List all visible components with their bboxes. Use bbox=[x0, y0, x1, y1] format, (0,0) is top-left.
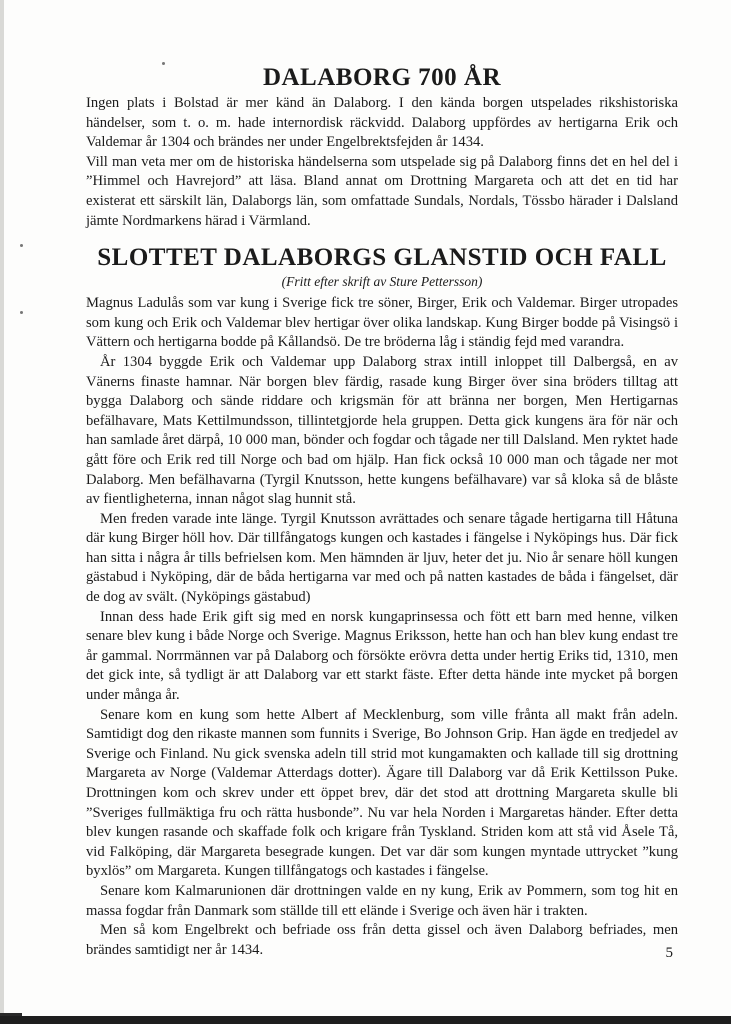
scan-bottom-edge bbox=[0, 1016, 731, 1024]
body-paragraph: År 1304 byggde Erik och Valdemar upp Dalaborg strax intill inloppet till Dalbergså, en av Vänerns finaste hamnar. När borgen blev färdig, rasade kung Birger över sina bröders tilltag att bygga Dalaborg och sände riddare och krigsmän för att bränna ner borgen, Men Hertigarnas befälhavare, Mats Kettilmundsson, tillintetgjorde hela gruppen. Detta gick kungens ära för när och han samlade året därpå, 10 000 man, bönder och fogdar och tågade ner till Dalsland. Men ryktet hade gått före och Erik red till Norge och bad om hjälp. Han fick också 10 000 man och tågade ner mot Dalaborg. Men befälhavarna (Tyrgil Knutsson, hette kungens befälhavare) var så kloka så de blåste av fientligheterna, innan något slag hunnit stå. bbox=[86, 353, 678, 508]
scan-left-edge bbox=[0, 0, 4, 1024]
section-subtitle: (Fritt efter skrift av Sture Pettersson) bbox=[281, 274, 483, 290]
scan-speck bbox=[20, 311, 23, 314]
title: DALABORG 700 ÅR bbox=[262, 64, 502, 91]
page-content bbox=[86, 62, 678, 960]
body-paragraph: Innan dess hade Erik gift sig med en norsk kungaprinsessa och fött ett barn med henne, vilken senare blev kung i både Norge och Sverige. Magnus Eriksson, hette han och han blev kung endast tre år gammal. Norrmännen var på Dalaborg och försökte erövra detta under hertig Eriks tid, 1310, men det gick inte, så tydligt är att Dalaborg var ett starkt fäste. Efter detta hände inte mycket på borgen under många år. bbox=[86, 608, 678, 704]
body-paragraph: Senare kom en kung som hette Albert af Mecklenburg, som ville frånta all makt från adeln. Samtidigt dog den rikaste mannen som funnits i Sverige, Bo Johnson Grip. Han ägde en tredjedel av Sverige och Finland. Nu gick svenska adeln till strid mot kungamakten och kallade till sig drottning Margareta av Norge (Valdemar Atterdags dotter). Ägare till Dalaborg var då Erik Kettilsson Puke. Drottningen kom och skrev under ett öppet brev, där det stod att drottning Margareta skulle bli ”Sveriges fullmäktiga fru och rätta husbonde”. Nu var hela Norden i Margaretas händer. Efter detta blev kungen rasande och skaffade folk och krigare från Tyskland. Striden kom att stå vid Åsele Tå, vid Falköping, där Margareta besegrade kungen. Det var där som kungen myntade uttrycket ”kung byxlös” om Margareta. Kungen tillfångatogs och kastades i fängelse. bbox=[86, 706, 678, 880]
body-paragraph: Magnus Ladulås som var kung i Sverige fick tre söner, Birger, Erik och Valdemar. Birger utropades som kung och Erik och Valdemar blev hertigar över olika landskap. Kung Birger bodde på Visingsö i Vättern och hertigarna bodde på Kållandsö. De tre bröderna låg i ständig fejd med varandra. bbox=[86, 295, 678, 351]
intro-paragraph: Ingen plats i Bolstad är mer känd än Dalaborg. I den kända borgen utspelades rikshistoriska händelser, som t. o. m. hade internordisk räckvidd. Dalaborg uppfördes av hertigarna Erik och Valdemar år 1304 och brändes ner under Engelbrektsfejden år 1434. bbox=[86, 95, 678, 151]
body-paragraph: Men freden varade inte länge. Tyrgil Knutsson avrättades och senare tågade hertigarna till Håtuna där kung Birger höll hov. Där tillfångatogs kungen och kastades i fängelse i Nyköpings hus. Där fick han sitta i några år tills befrielsen kom. Men hämnden är ljuv, heter det ju. Nio år senare höll kungen gästabud i Nyköping, där de båda hertigarna var med och på natten kastades de båda i fängelset, där de dog av svält. (Nyköpings gästabud) bbox=[86, 510, 678, 606]
body-paragraph: Senare kom Kalmarunionen där drottningen valde en ny kung, Erik av Pommern, som tog hit en massa fogdar från Danmark som ställde till ett elände i Sverige och även här i trakten. bbox=[86, 882, 678, 919]
body-paragraph: Men så kom Engelbrekt och befriade oss från detta gissel och även Dalaborg befriades, men brändes samtidigt ner år 1434. bbox=[86, 922, 678, 958]
intro-paragraph: Vill man veta mer om de historiska händelserna som utspelade sig på Dalaborg finns det en hel del i ”Himmel och Havrejord” att läsa. Bland annat om Drottning Margareta och att det en tid har existerat ett särskilt län, Dalaborgs län, som omfattade Sundals, Nordals, Tössbo härader i Dalsland jämte Nordmarkens härad i Värmland. bbox=[86, 153, 678, 229]
page-number: 5 bbox=[665, 945, 673, 961]
section-heading: SLOTTET DALABORGS GLANSTID OCH FALL bbox=[97, 244, 667, 272]
scan-speck bbox=[20, 244, 23, 247]
